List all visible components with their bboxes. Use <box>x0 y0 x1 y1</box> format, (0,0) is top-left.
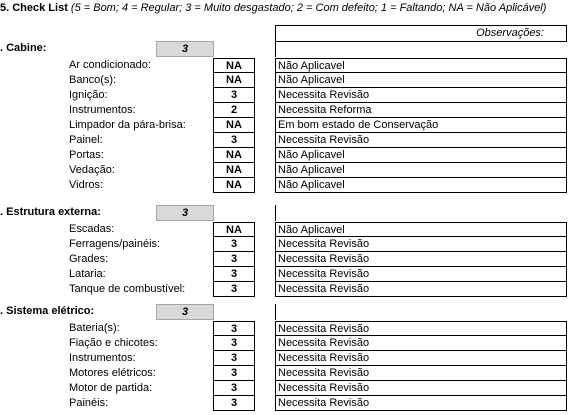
checklist-row <box>0 222 569 237</box>
item-label: Instrumentos: <box>69 352 136 364</box>
item-score-cell[interactable]: 3 <box>213 351 255 366</box>
item-observation-cell[interactable]: Não Aplicavel <box>275 58 567 73</box>
item-score-cell[interactable]: 3 <box>213 396 255 411</box>
item-score-cell[interactable]: 3 <box>213 336 255 351</box>
item-observation-cell[interactable]: Necessita Revisão <box>275 252 567 267</box>
section-obs-spacer <box>275 304 567 320</box>
checklist-row <box>0 351 569 366</box>
item-observation-cell[interactable]: Não Aplicavel <box>275 73 567 88</box>
item-label: Motores elétricos: <box>69 367 156 379</box>
item-score-cell[interactable]: 3 <box>213 282 255 297</box>
item-observation-cell[interactable]: Necessita Reforma <box>275 103 567 118</box>
section-score[interactable]: 3 <box>156 205 214 221</box>
item-score-cell[interactable]: 3 <box>213 267 255 282</box>
item-observation-cell[interactable]: Necessita Revisão <box>275 282 567 297</box>
observacoes-header: Observações: <box>275 25 567 42</box>
item-label: Lataria: <box>69 268 106 280</box>
item-label: Motor de partida: <box>69 382 153 394</box>
item-label: Vidros: <box>69 179 104 191</box>
item-score-cell[interactable]: NA <box>213 163 255 178</box>
item-observation-cell[interactable]: Não Aplicavel <box>275 222 567 237</box>
item-score-cell[interactable]: 3 <box>213 133 255 148</box>
item-label: Limpador da pára-brisa: <box>69 119 186 131</box>
section-score[interactable]: 3 <box>156 41 214 57</box>
checklist-row <box>0 267 569 282</box>
item-observation-cell[interactable]: Necessita Revisão <box>275 351 567 366</box>
checklist-row <box>0 336 569 351</box>
checklist-row <box>0 163 569 178</box>
item-score-cell[interactable]: NA <box>213 222 255 237</box>
checklist-row <box>0 148 569 163</box>
item-observation-cell[interactable]: Necessita Revisão <box>275 133 567 148</box>
item-label: Painéis: <box>69 397 109 409</box>
item-observation-cell[interactable]: Necessita Revisão <box>275 237 567 252</box>
item-observation-cell[interactable]: Necessita Revisão <box>275 267 567 282</box>
item-label: Instrumentos: <box>69 104 136 116</box>
checklist-row <box>0 396 569 411</box>
item-label: Banco(s): <box>69 74 117 86</box>
item-score-cell[interactable]: 3 <box>213 321 255 336</box>
item-score-cell[interactable]: 2 <box>213 103 255 118</box>
item-score-cell[interactable]: NA <box>213 73 255 88</box>
item-label: Escadas: <box>69 223 115 235</box>
checklist-row <box>0 321 569 336</box>
item-label: Ferragens/painéis: <box>69 238 161 250</box>
item-score-cell[interactable]: NA <box>213 118 255 133</box>
checklist-legend: (5 = Bom; 4 = Regular; 3 = Muito desgastado; 2 = Com defeito; 1 = Faltando; NA = Não Aplicável) <box>67 2 547 14</box>
item-score-cell[interactable]: NA <box>213 58 255 73</box>
checklist-row <box>0 73 569 88</box>
checklist-row <box>0 178 569 193</box>
item-score-cell[interactable]: 3 <box>213 252 255 267</box>
section-score[interactable]: 3 <box>156 304 214 320</box>
checklist-row <box>0 282 569 297</box>
section-header <box>0 304 569 318</box>
item-label: Bateria(s): <box>69 322 120 334</box>
item-score-cell[interactable]: 3 <box>213 88 255 103</box>
checklist-row <box>0 58 569 73</box>
checklist-title-bold: 5. Check List <box>0 2 68 14</box>
item-observation-cell[interactable]: Em bom estado de Conservação <box>275 118 567 133</box>
item-observation-cell[interactable]: Necessita Revisão <box>275 366 567 381</box>
item-observation-cell[interactable]: Necessita Revisão <box>275 321 567 336</box>
item-label: Portas: <box>69 149 104 161</box>
section-title: . Sistema elétrico: <box>0 305 95 317</box>
item-label: Grades: <box>69 253 109 265</box>
item-score-cell[interactable]: NA <box>213 148 255 163</box>
checklist-row <box>0 88 569 103</box>
checklist-row <box>0 103 569 118</box>
section-title: . Cabine: <box>0 42 47 54</box>
item-label: Fiação e chicotes: <box>69 337 158 349</box>
section-obs-spacer <box>275 205 567 221</box>
item-score-cell[interactable]: 3 <box>213 381 255 396</box>
checklist-row <box>0 252 569 267</box>
checklist-row <box>0 381 569 396</box>
section-header <box>0 205 569 219</box>
section-title: . Estrutura externa: <box>0 206 101 218</box>
item-label: Ar condicionado: <box>69 59 151 71</box>
item-label: Ignição: <box>69 89 108 101</box>
item-label: Painel: <box>69 134 103 146</box>
item-label: Tanque de combustível: <box>69 283 186 295</box>
item-observation-cell[interactable]: Não Aplicavel <box>275 148 567 163</box>
item-score-cell[interactable]: 3 <box>213 366 255 381</box>
checklist-row <box>0 133 569 148</box>
item-observation-cell[interactable]: Necessita Revisão <box>275 88 567 103</box>
section-obs-spacer <box>275 41 567 57</box>
checklist-row <box>0 118 569 133</box>
checklist-row <box>0 237 569 252</box>
item-observation-cell[interactable]: Não Aplicavel <box>275 163 567 178</box>
item-score-cell[interactable]: 3 <box>213 237 255 252</box>
item-score-cell[interactable]: NA <box>213 178 255 193</box>
item-observation-cell[interactable]: Necessita Revisão <box>275 336 567 351</box>
item-label: Vedação: <box>69 164 115 176</box>
item-observation-cell[interactable]: Não Aplicavel <box>275 178 567 193</box>
checklist-title <box>0 2 546 14</box>
section-header <box>0 41 569 55</box>
item-observation-cell[interactable]: Necessita Revisão <box>275 396 567 411</box>
item-observation-cell[interactable]: Necessita Revisão <box>275 381 567 396</box>
checklist-row <box>0 366 569 381</box>
